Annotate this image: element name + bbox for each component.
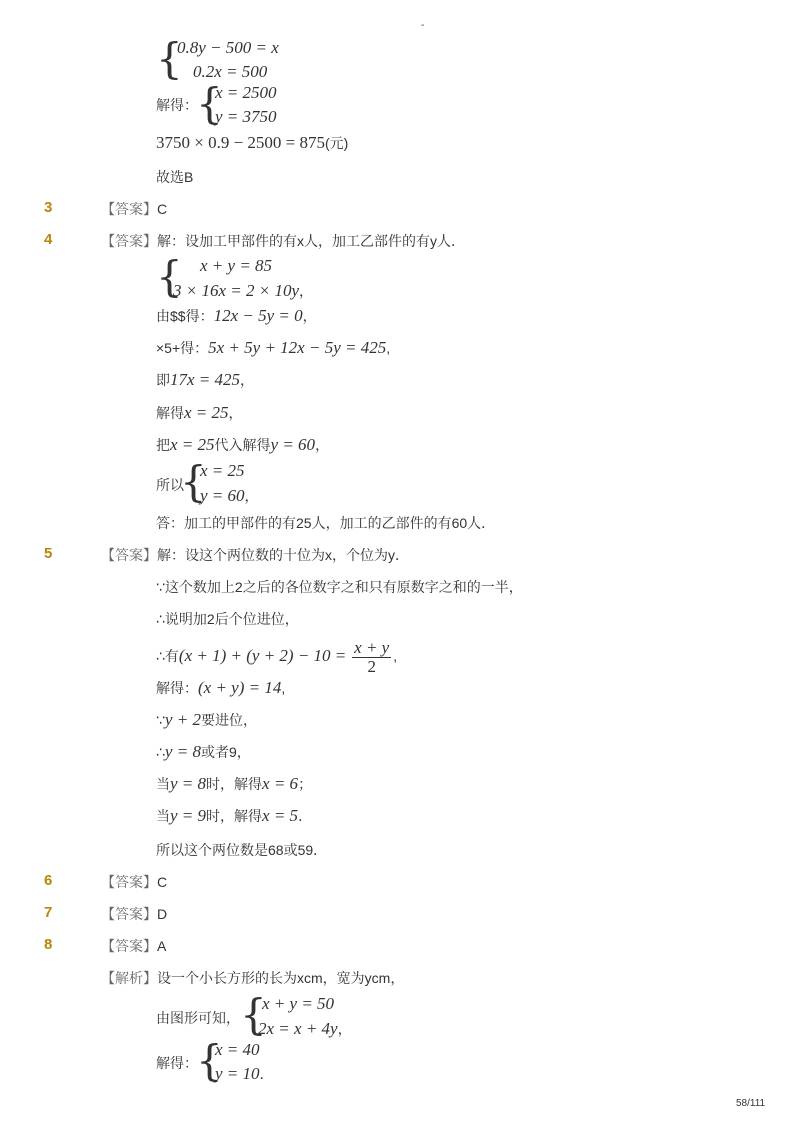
analysis-line (101, 968, 404, 988)
fraction (352, 639, 391, 676)
step-text: ∵ (156, 712, 165, 728)
solution-line (200, 486, 259, 508)
punct: ， (244, 490, 259, 505)
step-math: x = 25 (184, 403, 229, 422)
step-text: 即 (156, 372, 170, 388)
answer-text: 答：加工的甲部件的有25人，加工的乙部件的有60人． (156, 515, 496, 531)
answer-line (101, 199, 167, 219)
step-line (156, 806, 312, 826)
step-math: 5x + 5y + 12x − 5y = 425 (208, 338, 387, 357)
calc-unit: (元) (325, 135, 349, 151)
step-text: 当 (156, 808, 170, 824)
step-line (156, 403, 243, 423)
header-mark: - (421, 20, 425, 31)
step-math: y = 8 (170, 774, 207, 793)
question-number: 5 (44, 545, 53, 562)
choose-line: 故选B (156, 169, 194, 185)
step-math: y = 8 (164, 742, 201, 761)
step-line (156, 742, 251, 762)
solution-math: y = 60 (200, 486, 245, 505)
punct: , (393, 648, 398, 664)
system-line: 0.2x = 500 (193, 62, 268, 81)
answer-tag: 【答案】 (101, 233, 157, 249)
brace: { (196, 79, 223, 128)
step-math: (x + 1) + (y + 2) − 10 = (178, 646, 347, 665)
system-math: 2x = x + 4y (258, 1019, 338, 1038)
punct: ， (228, 405, 243, 421)
calc-line (156, 133, 348, 153)
step-math: y = 9 (170, 806, 207, 825)
question-number: 6 (44, 872, 53, 889)
step-text: 时，解得 (206, 776, 263, 792)
system-line: 0.8y − 500 = x (177, 38, 279, 57)
solution-line (215, 1064, 274, 1086)
brace: { (156, 252, 183, 301)
punct: ， (240, 372, 255, 388)
answer-line (101, 545, 409, 565)
step-line (156, 774, 312, 794)
step-line (156, 710, 257, 730)
intro-text: 解：设加工甲部件的有x人，加工乙部件的有y人． (157, 233, 465, 249)
figure-label: 由图形可知， (156, 1010, 240, 1026)
system-math: 3 × 16x = 2 × 10y (173, 281, 300, 300)
analysis-text: 设一个小长方形的长为xcm，宽为ycm， (157, 970, 405, 986)
punct: ． (259, 1068, 274, 1083)
step-math: x = 6 (262, 774, 299, 793)
step-line (156, 435, 329, 455)
step-math: x = 25 (170, 435, 215, 454)
question-number: 8 (44, 936, 53, 953)
step-text: 要进位， (200, 712, 257, 728)
solution-line: x = 40 (215, 1040, 260, 1059)
step-line (156, 636, 397, 676)
system-line: x + y = 50 (262, 994, 335, 1013)
question-number: 4 (44, 231, 53, 248)
punct: ． (298, 808, 313, 824)
system-line (173, 281, 313, 303)
answer-tag: 【答案】 (101, 201, 157, 217)
answer-line (101, 872, 167, 892)
answer-line (101, 231, 465, 251)
step-text: 时，解得 (206, 808, 263, 824)
answer-tag: 【答案】 (101, 547, 157, 563)
step-text: ×5+得： (156, 340, 209, 356)
punct: , (386, 340, 391, 356)
solution-line: y = 3750 (215, 107, 277, 126)
step-math: y + 2 (164, 710, 201, 729)
solve-label: 解得： (156, 1055, 198, 1071)
step-line (156, 338, 390, 358)
answer-value: A (157, 938, 167, 954)
page-number: 58/111 (736, 1098, 766, 1109)
solution-line: x = 2500 (215, 83, 277, 102)
step-math: y = 60 (270, 435, 316, 454)
calc-math: 3750 × 0.9 − 2500 = 875 (156, 133, 326, 152)
step-text: 或者9， (200, 744, 251, 760)
step-math: (x + y) = 14 (198, 678, 282, 697)
step-line (156, 678, 285, 698)
step-math: 12x − 5y = 0 (213, 306, 303, 325)
comma: ， (299, 285, 314, 300)
solution-math: y = 10 (215, 1064, 260, 1083)
fraction-denominator: 2 (367, 656, 376, 676)
punct: , (281, 680, 286, 696)
punct: ； (298, 776, 313, 792)
question-number: 3 (44, 199, 53, 216)
step-math: 17x = 425 (170, 370, 241, 389)
step-line (156, 370, 254, 390)
system-line: x + y = 85 (200, 256, 273, 275)
brace: { (240, 990, 267, 1039)
intro-text: 解：设这个两位数的十位为x，个位为y． (157, 547, 409, 563)
step-text: 当 (156, 776, 170, 792)
punct: ， (315, 437, 330, 453)
brace: { (196, 1036, 223, 1085)
step-text: 把 (156, 437, 170, 453)
step-text: 解得： (156, 680, 198, 696)
step-text: ∴有 (156, 648, 179, 664)
step-text: 解得 (156, 405, 184, 421)
answer-tag: 【答案】 (101, 938, 157, 954)
step-math: x = 5 (262, 806, 299, 825)
answer-line (101, 904, 167, 924)
punct: ， (302, 308, 317, 324)
step-text: 由$$得： (156, 308, 214, 324)
brace: { (180, 457, 207, 506)
answer-line (101, 936, 166, 956)
answer-value: C (157, 201, 168, 217)
answer-tag: 【答案】 (101, 906, 157, 922)
punct: ， (337, 1023, 352, 1038)
analysis-tag: 【解析】 (101, 970, 157, 986)
solve-label: 解得： (156, 97, 198, 113)
step-line: ∴说明加2后个位进位， (156, 611, 299, 627)
answer-tag: 【答案】 (101, 874, 157, 890)
so-label: 所以 (156, 477, 184, 493)
system-line (258, 1019, 352, 1041)
question-number: 7 (44, 904, 53, 921)
brace: { (156, 34, 183, 83)
answer-value: C (157, 874, 168, 890)
solution-line: x = 25 (200, 461, 245, 480)
step-line: ∵这个数加上2之后的各位数字之和只有原数字之和的一半， (156, 579, 523, 595)
step-line: 所以这个两位数是68或59． (156, 842, 328, 858)
step-line (156, 306, 317, 326)
answer-value: D (157, 906, 168, 922)
fraction-numerator: x + y (354, 637, 390, 657)
step-text: ∴ (156, 744, 165, 760)
step-text: 代入解得 (214, 437, 271, 453)
